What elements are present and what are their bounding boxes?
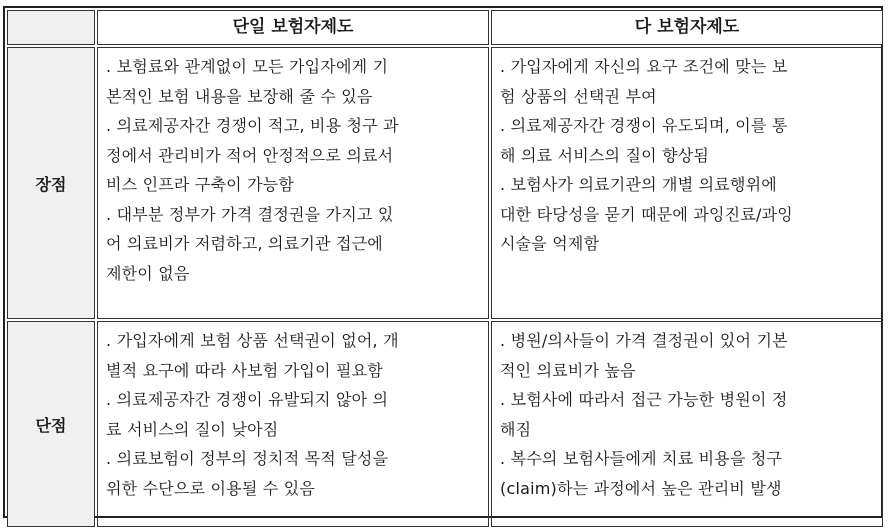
advantages-multi-cell xyxy=(491,47,883,319)
text-line: 시술을 억제함 xyxy=(500,234,600,253)
text-line: 별적 요구에 따라 사보험 가입이 필요함 xyxy=(106,360,383,380)
disadvantages-row xyxy=(7,321,883,527)
advantages-label: 장점 xyxy=(7,47,95,319)
text-line: 대한 타당성을 묻기 때문에 과잉진료/과잉 xyxy=(500,204,793,224)
advantages-row xyxy=(7,47,883,319)
text-line: 적인 의료비가 높음 xyxy=(500,360,636,380)
disadvantages-label: 단점 xyxy=(7,321,95,527)
text-line: 료 서비스의 질이 낮아짐 xyxy=(106,419,279,439)
text-line: 험 상품의 선택권 부여 xyxy=(500,86,657,106)
corner-cell xyxy=(7,10,95,45)
text-line: 해짐 xyxy=(500,419,532,439)
advantages-single-cell xyxy=(97,47,489,319)
text-line: . 가입자에게 자신의 요구 조건에 맞는 보 xyxy=(500,57,788,76)
text-line: 어 의료비가 저렴하고, 의료기관 접근에 xyxy=(106,234,383,253)
text-line: . 의료제공자간 경쟁이 유도되며, 이를 통 xyxy=(500,116,788,135)
text-line: . 복수의 보험사들에게 치료 비용을 청구 xyxy=(500,449,783,468)
text-line: . 의료제공자간 경쟁이 유발되지 않아 의 xyxy=(106,390,389,409)
text-line: 비스 인프라 구축이 가능함 xyxy=(106,175,295,194)
text-line: . 병원/의사들이 가격 결정권이 있어 기본 xyxy=(500,331,788,350)
text-line: 제한이 없음 xyxy=(106,263,190,283)
disadvantages-single-cell xyxy=(97,321,489,527)
text-line: . 보험사에 따라서 접근 가능한 병원이 정 xyxy=(500,390,788,409)
text-line: 위한 수단으로 이용될 수 있음 xyxy=(106,478,316,498)
text-line: 본적인 보험 내용을 보장해 줄 수 있음 xyxy=(106,86,373,106)
text-line: (claim)하는 과정에서 높은 관리비 발생 xyxy=(500,478,782,498)
text-line: . 의료제공자간 경쟁이 적고, 비용 청구 과 xyxy=(106,116,399,135)
disadvantages-multi-cell xyxy=(491,321,883,527)
comparison-table-frame xyxy=(3,6,883,518)
text-line: . 대부분 정부가 가격 결정권을 가지고 있 xyxy=(106,204,394,224)
text-line: . 보험료와 관계없이 모든 가입자에게 기 xyxy=(106,57,389,76)
comparison-table xyxy=(5,8,885,529)
header-row xyxy=(7,10,883,45)
text-line: . 보험사가 의료기관의 개별 의료행위에 xyxy=(500,175,777,194)
header-multi-insurer: 다 보험자제도 xyxy=(491,10,883,45)
text-line: 정에서 관리비가 적어 안정적으로 의료서 xyxy=(106,145,394,165)
text-line: . 가입자에게 보험 상품 선택권이 없어, 개 xyxy=(106,331,399,350)
text-line: 해 의료 서비스의 질이 향상됨 xyxy=(500,145,710,165)
text-line: . 의료보험이 정부의 정치적 목적 달성을 xyxy=(106,449,389,468)
header-single-insurer: 단일 보험자제도 xyxy=(97,10,489,45)
